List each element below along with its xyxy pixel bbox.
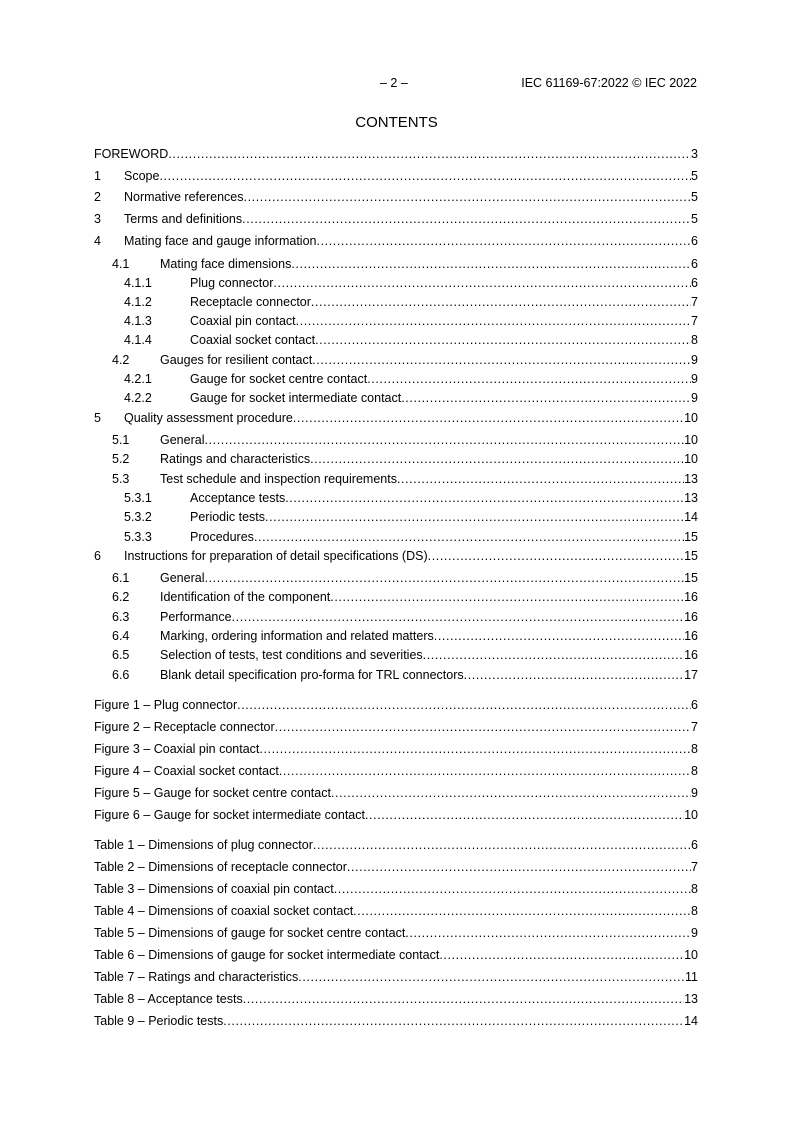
entries-entry-line (160, 451, 698, 467)
tables-entry-title: Table 3 – Dimensions of coaxial pin contact (94, 882, 334, 896)
figures-entry-title: Figure 6 – Gauge for socket intermediate contact (94, 808, 365, 822)
dot-leader (243, 991, 684, 1007)
entries-entry-title: Quality assessment procedure (124, 411, 293, 425)
entries-entry[interactable] (94, 294, 698, 310)
dot-leader (273, 275, 691, 291)
tables-entry-line (94, 903, 698, 919)
entries-entry-number: 4.2.1 (124, 372, 152, 386)
entries-entry-title: Test schedule and inspection requirements (160, 472, 397, 486)
dot-leader (401, 390, 691, 406)
dot-leader (365, 807, 684, 823)
dot-leader (254, 529, 684, 545)
entries-entry-title: Normative references (124, 190, 244, 204)
entries-entry-title: Gauges for resilient contact (160, 353, 313, 367)
figures-entry-page: 10 (684, 808, 698, 822)
entries-entry[interactable] (94, 352, 698, 368)
entries-entry-title: Periodic tests (190, 510, 266, 524)
entries-entry-title: Plug connector (190, 276, 274, 290)
page-header (0, 76, 793, 92)
entries-entry-line (190, 294, 698, 310)
dot-leader (291, 256, 691, 272)
entries-entry-title: Gauge for socket intermediate contact (190, 391, 402, 405)
entries-entry-number: 2 (94, 190, 101, 204)
dot-leader (331, 785, 691, 801)
tables-entry-title: Table 1 – Dimensions of plug connector (94, 838, 313, 852)
entries-entry-title: Receptacle connector (190, 295, 311, 309)
figures-entry-page: 7 (691, 720, 698, 734)
figures-entry-line (94, 785, 698, 801)
entries-entry[interactable] (94, 256, 698, 272)
tables-entry-line (94, 837, 698, 853)
dot-leader (244, 189, 692, 205)
entries-entry-line (160, 647, 698, 663)
entries-entry[interactable] (94, 410, 698, 426)
figures-entry[interactable] (94, 741, 698, 757)
entries-entry-number: 5.2 (112, 452, 130, 466)
entries-entry-title: General (160, 571, 205, 585)
entries-entry-title: Performance (160, 610, 232, 624)
entries-entry-line (160, 628, 698, 644)
tables-entry[interactable] (94, 1013, 698, 1029)
tables-entry-page: 10 (684, 948, 698, 962)
entries-entry-line (124, 168, 698, 184)
tables-entry-page: 8 (691, 904, 698, 918)
entries-entry-line (190, 509, 698, 525)
tables-entry[interactable] (94, 859, 698, 875)
dot-leader (434, 628, 684, 644)
figures-entry-page: 8 (691, 764, 698, 778)
dot-leader (204, 570, 684, 586)
dot-leader (405, 925, 691, 941)
figures-entry-page: 8 (691, 742, 698, 756)
figures-entry-title: Figure 2 – Receptacle connector (94, 720, 275, 734)
entries-entry-page: 17 (684, 668, 698, 682)
entries-entry[interactable] (94, 390, 698, 406)
figures-entry-line (94, 807, 698, 823)
entries-entry[interactable] (94, 451, 698, 467)
figures-entry-title: Figure 5 – Gauge for socket centre contact (94, 786, 331, 800)
dot-leader (397, 471, 684, 487)
entries-entry[interactable] (94, 548, 698, 564)
entries-entry-page: 7 (691, 314, 698, 328)
entries-entry-page: 10 (684, 411, 698, 425)
tables-entry-page: 9 (691, 926, 698, 940)
figures-entry-line (94, 741, 698, 757)
dot-leader (159, 168, 691, 184)
figures-entry-title: Figure 4 – Coaxial socket contact (94, 764, 279, 778)
tables-entry[interactable] (94, 969, 698, 985)
dot-leader (464, 667, 684, 683)
entries-entry-number: 5.1 (112, 433, 130, 447)
entries-entry[interactable] (94, 211, 698, 227)
entries-entry-number: 5 (94, 411, 101, 425)
figures-entry[interactable] (94, 807, 698, 823)
dot-leader (439, 947, 684, 963)
entries-entry-page: 3 (691, 147, 698, 161)
entries-entry-number: 6.2 (112, 590, 130, 604)
entries-entry-line (160, 432, 698, 448)
entries-entry-title: Mating face and gauge information (124, 234, 317, 248)
entries-entry-number: 5.3 (112, 472, 130, 486)
entries-entry-number: 4.1 (112, 257, 130, 271)
entries-entry-line (190, 313, 698, 329)
entries-entry[interactable] (94, 371, 698, 387)
dot-leader (330, 589, 684, 605)
entries-entry-number: 3 (94, 212, 101, 226)
page-number: – 2 – (380, 76, 408, 90)
entries-entry-page: 16 (684, 590, 698, 604)
entries-entry-line (190, 390, 698, 406)
dot-leader (204, 432, 684, 448)
tables-entry[interactable] (94, 837, 698, 853)
dot-leader (168, 146, 691, 162)
tables-entry-line (94, 969, 698, 985)
entries-entry[interactable] (94, 647, 698, 663)
figures-entry-line (94, 719, 698, 735)
figures-entry[interactable] (94, 697, 698, 713)
entries-entry-line (160, 256, 698, 272)
dot-leader (232, 609, 685, 625)
entries-entry-page: 9 (691, 353, 698, 367)
entries-entry-number: 4 (94, 234, 101, 248)
entries-entry-line (124, 410, 698, 426)
entries-entry-title: FOREWORD (94, 147, 169, 161)
entries-entry-page: 15 (684, 530, 698, 544)
tables-entry-line (94, 947, 698, 963)
tables-entry[interactable] (94, 947, 698, 963)
entries-entry[interactable] (94, 529, 698, 545)
entries-entry-page: 15 (684, 571, 698, 585)
entries-entry-title: Blank detail specification pro-forma for TRL connectors (160, 668, 464, 682)
entries-entry-number: 6.5 (112, 648, 130, 662)
entries-entry[interactable] (94, 313, 698, 329)
entries-entry-line (94, 146, 698, 162)
entries-entry-line (124, 233, 698, 249)
dot-leader (298, 969, 685, 985)
figures-entry-page: 9 (691, 786, 698, 800)
dot-leader (334, 881, 691, 897)
entries-entry-title: Instructions for preparation of detail specifications (DS) (124, 549, 428, 563)
tables-entry-title: Table 7 – Ratings and characteristics (94, 970, 299, 984)
entries-entry-page: 10 (684, 433, 698, 447)
tables-entry[interactable] (94, 925, 698, 941)
figures-entry-line (94, 697, 698, 713)
entries-entry[interactable] (94, 589, 698, 605)
dot-leader (237, 697, 691, 713)
dot-leader (317, 233, 692, 249)
entries-entry-line (160, 471, 698, 487)
entries-entry-page: 13 (684, 472, 698, 486)
entries-entry-page: 14 (684, 510, 698, 524)
entries-entry-number: 4.2 (112, 353, 130, 367)
entries-entry-line (160, 352, 698, 368)
entries-entry[interactable] (94, 233, 698, 249)
entries-entry-title: Selection of tests, test conditions and severities (160, 648, 423, 662)
entries-entry[interactable] (94, 189, 698, 205)
entries-entry-page: 16 (684, 648, 698, 662)
entries-entry[interactable] (94, 509, 698, 525)
entries-entry-title: Terms and definitions (124, 212, 243, 226)
contents-title: CONTENTS (355, 114, 438, 131)
entries-entry-page: 6 (691, 257, 698, 271)
tables-entry[interactable] (94, 903, 698, 919)
entries-entry-page: 15 (684, 549, 698, 563)
entries-entry-number: 5.3.3 (124, 530, 152, 544)
entries-entry[interactable] (94, 275, 698, 291)
dot-leader (347, 859, 691, 875)
entries-entry-title: Identification of the component (160, 590, 331, 604)
entries-entry-number: 6 (94, 549, 101, 563)
dot-leader (315, 332, 691, 348)
dot-leader (353, 903, 691, 919)
figures-entry[interactable] (94, 719, 698, 735)
entries-entry-line (160, 570, 698, 586)
entries-entry-line (160, 609, 698, 625)
entries-entry-page: 16 (684, 629, 698, 643)
entries-entry-page: 5 (691, 169, 698, 183)
dot-leader (293, 410, 684, 426)
entries-entry-title: Acceptance tests (190, 491, 286, 505)
entries-entry-number: 4.1.4 (124, 333, 152, 347)
entries-entry-title: Scope (124, 169, 160, 183)
entries-entry[interactable] (94, 471, 698, 487)
tables-entry-title: Table 9 – Periodic tests (94, 1014, 224, 1028)
tables-entry-title: Table 2 – Dimensions of receptacle connector (94, 860, 347, 874)
entries-entry-page: 16 (684, 610, 698, 624)
entries-entry-title: Coaxial socket contact (190, 333, 316, 347)
entries-entry-number: 5.3.2 (124, 510, 152, 524)
entries-entry-line (190, 275, 698, 291)
tables-entry[interactable] (94, 881, 698, 897)
dot-leader (367, 371, 691, 387)
entries-entry[interactable] (94, 490, 698, 506)
entries-entry-page: 8 (691, 333, 698, 347)
entries-entry-number: 4.1.3 (124, 314, 152, 328)
tables-entry-page: 7 (691, 860, 698, 874)
dot-leader (275, 719, 691, 735)
entries-entry-number: 5.3.1 (124, 491, 152, 505)
entries-entry-line (124, 548, 698, 564)
entries-entry-page: 6 (691, 234, 698, 248)
entries-entry[interactable] (94, 570, 698, 586)
entries-entry[interactable] (94, 432, 698, 448)
entries-entry[interactable] (94, 667, 698, 683)
entries-entry-line (160, 589, 698, 605)
entries-entry[interactable] (94, 146, 698, 162)
dot-leader (428, 548, 684, 564)
entries-entry-line (190, 332, 698, 348)
entries-entry[interactable] (94, 168, 698, 184)
entries-entry-number: 4.1.1 (124, 276, 152, 290)
dot-leader (311, 294, 691, 310)
entries-entry-title: Procedures (190, 530, 254, 544)
tables-entry-line (94, 991, 698, 1007)
tables-entry-title: Table 8 – Acceptance tests (94, 992, 243, 1006)
figures-entry-page: 6 (691, 698, 698, 712)
entries-entry-page: 5 (691, 212, 698, 226)
entries-entry-number: 6.4 (112, 629, 130, 643)
dot-leader (265, 509, 684, 525)
entries-entry-line (160, 667, 698, 683)
figures-entry[interactable] (94, 763, 698, 779)
entries-entry-title: Gauge for socket centre contact (190, 372, 368, 386)
entries-entry-line (124, 189, 698, 205)
tables-entry-line (94, 1013, 698, 1029)
tables-entry-page: 6 (691, 838, 698, 852)
tables-entry-page: 11 (685, 970, 698, 984)
dot-leader (242, 211, 691, 227)
dot-leader (310, 451, 684, 467)
tables-entry[interactable] (94, 991, 698, 1007)
entries-entry-page: 6 (691, 276, 698, 290)
entries-entry-title: Ratings and characteristics (160, 452, 311, 466)
figures-entry-title: Figure 3 – Coaxial pin contact (94, 742, 260, 756)
entries-entry-number: 4.2.2 (124, 391, 152, 405)
tables-entry-line (94, 925, 698, 941)
entries-entry-page: 9 (691, 372, 698, 386)
entries-entry[interactable] (94, 332, 698, 348)
tables-entry-page: 13 (684, 992, 698, 1006)
entries-entry-title: General (160, 433, 205, 447)
entries-entry-number: 1 (94, 169, 101, 183)
dot-leader (285, 490, 684, 506)
entries-entry-title: Mating face dimensions (160, 257, 292, 271)
dot-leader (313, 837, 691, 853)
entries-entry-page: 13 (684, 491, 698, 505)
tables-entry-title: Table 6 – Dimensions of gauge for socket intermediate contact (94, 948, 440, 962)
entries-entry-number: 6.3 (112, 610, 130, 624)
entries-entry-page: 7 (691, 295, 698, 309)
entries-entry-line (190, 529, 698, 545)
tables-entry-page: 8 (691, 882, 698, 896)
tables-entry-line (94, 859, 698, 875)
entries-entry-page: 5 (691, 190, 698, 204)
dot-leader (423, 647, 684, 663)
entries-entry-page: 9 (691, 391, 698, 405)
entries-entry-title: Coaxial pin contact (190, 314, 296, 328)
entries-entry-number: 6.1 (112, 571, 130, 585)
dot-leader (259, 741, 691, 757)
figures-entry-title: Figure 1 – Plug connector (94, 698, 238, 712)
figures-entry[interactable] (94, 785, 698, 801)
entries-entry-number: 4.1.2 (124, 295, 152, 309)
entries-entry-line (190, 371, 698, 387)
entries-entry-number: 6.6 (112, 668, 130, 682)
entries-entry-page: 10 (684, 452, 698, 466)
document-id: IEC 61169-67:2022 © IEC 2022 (521, 76, 697, 90)
entries-entry-line (190, 490, 698, 506)
dot-leader (296, 313, 691, 329)
dot-leader (279, 763, 691, 779)
dot-leader (312, 352, 691, 368)
tables-entry-page: 14 (684, 1014, 698, 1028)
entries-entry[interactable] (94, 628, 698, 644)
tables-entry-title: Table 4 – Dimensions of coaxial socket contact (94, 904, 354, 918)
tables-entry-title: Table 5 – Dimensions of gauge for socket centre contact (94, 926, 406, 940)
dot-leader (223, 1013, 684, 1029)
figures-entry-line (94, 763, 698, 779)
entries-entry[interactable] (94, 609, 698, 625)
entries-entry-line (124, 211, 698, 227)
tables-entry-line (94, 881, 698, 897)
entries-entry-title: Marking, ordering information and related matters (160, 629, 434, 643)
